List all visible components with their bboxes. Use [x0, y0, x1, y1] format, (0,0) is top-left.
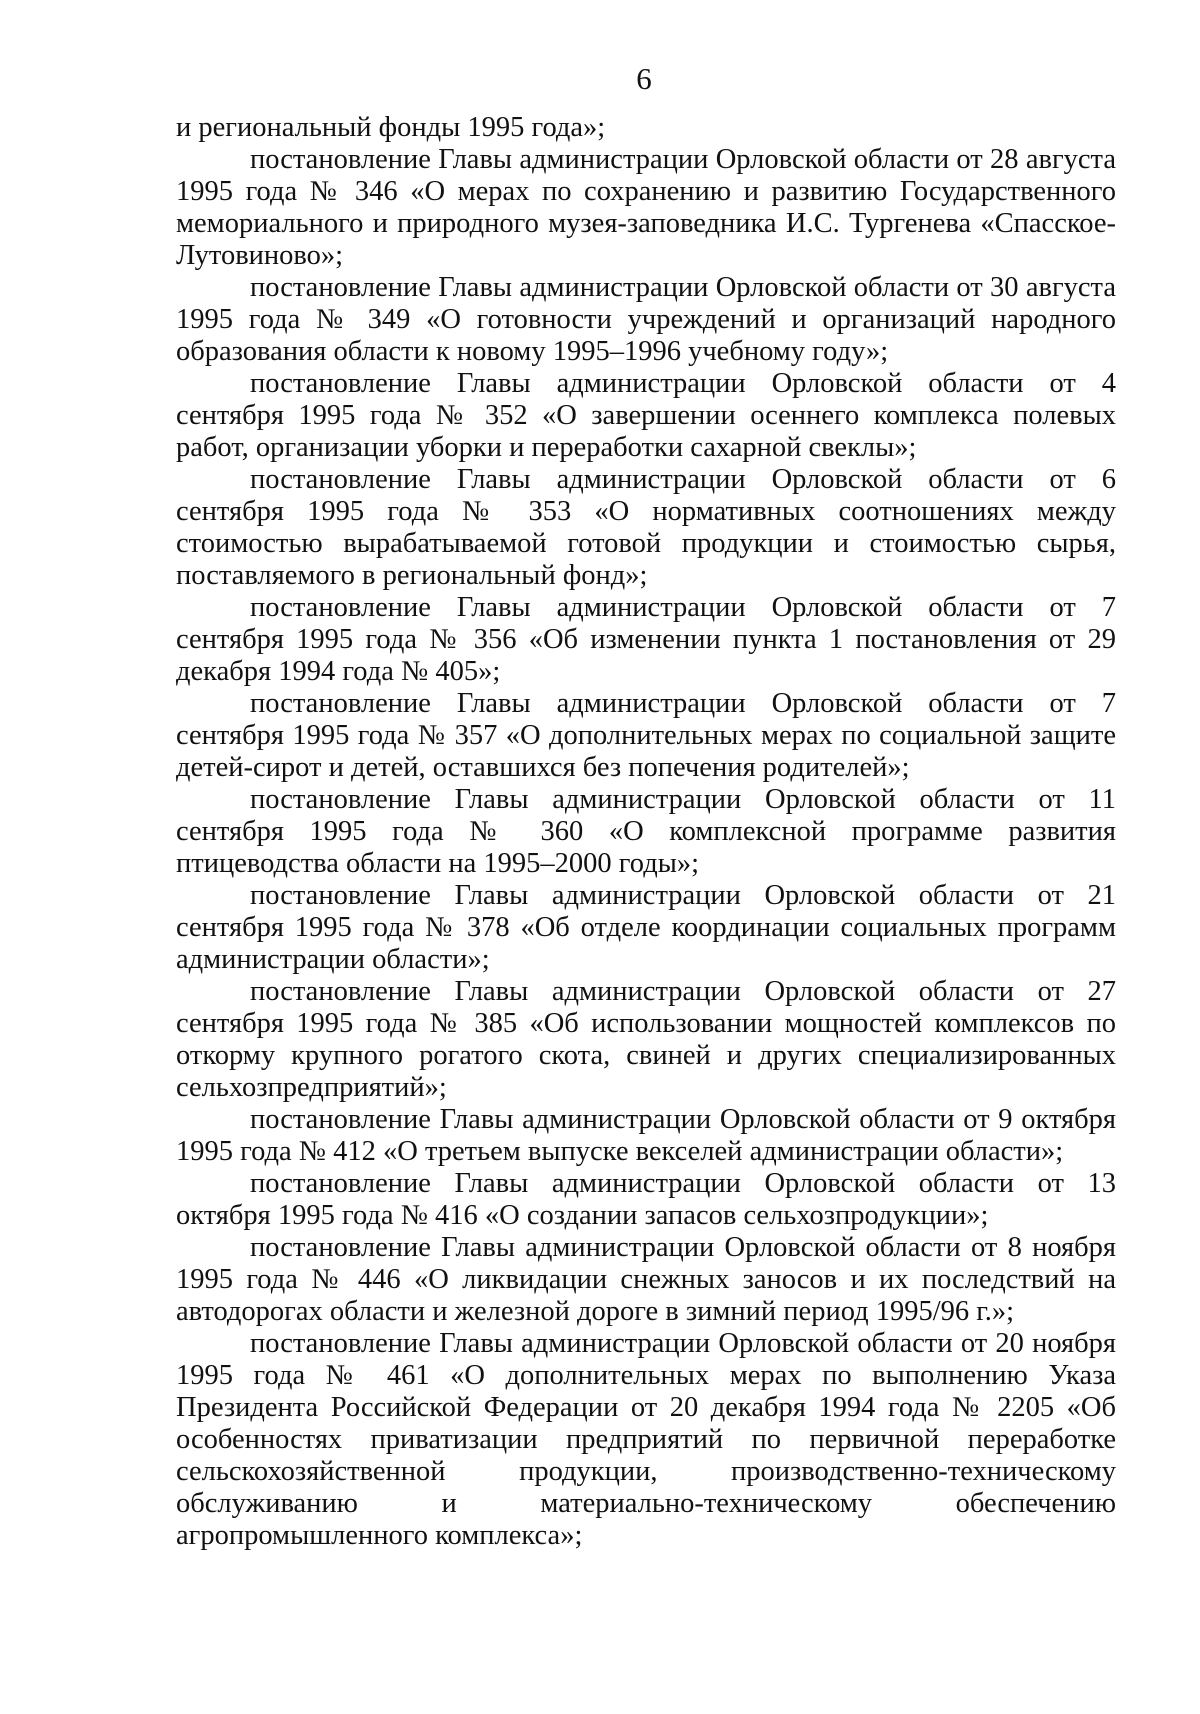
paragraph: постановление Главы администрации Орловской области от 8 ноября 1995 года № 446 «О ликвидации снежных заносов и их последствий на автодорогах области и железной дороге в зимний период 1995/96 г.»; [176, 1232, 1116, 1327]
paragraph: постановление Главы администрации Орловской области от 28 августа 1995 года № 346 «О мерах по сохранению и развитию Государственного мемориального и природного музея-заповедника И.С. Тургенева «Спасское-Лутовиново»; [176, 144, 1116, 271]
paragraph: постановление Главы администрации Орловской области от 13 октября 1995 года № 416 «О создании запасов сельхозпродукции»; [176, 1168, 1116, 1231]
paragraph: постановление Главы администрации Орловской области от 21 сентября 1995 года № 378 «Об отделе координации социальных программ администрации области»; [176, 880, 1116, 975]
paragraph: постановление Главы администрации Орловской области от 30 августа 1995 года № 349 «О готовности учреждений и организаций народного образования области к новому 1995–1996 учебному году»; [176, 272, 1116, 367]
paragraph: постановление Главы администрации Орловской области от 7 сентября 1995 года № 357 «О дополнительных мерах по социальной защите детей-сирот и детей, оставшихся без попечения родителей»; [176, 688, 1116, 783]
paragraph: постановление Главы администрации Орловской области от 7 сентября 1995 года № 356 «Об изменении пункта 1 постановления от 29 декабря 1994 года № 405»; [176, 592, 1116, 687]
document-body [176, 112, 1116, 1552]
paragraph: постановление Главы администрации Орловской области от 9 октября 1995 года № 412 «О третьем выпуске векселей администрации области»; [176, 1104, 1116, 1167]
paragraph: постановление Главы администрации Орловской области от 20 ноября 1995 года № 461 «О дополнительных мерах по выполнению Указа Президента Российской Федерации от 20 декабря 1994 года № 2205 «Об особенностях приватизации предприятий по первичной переработке сельскохозяйственной продукции, производственно-техническому обслуживанию и материально-техническому обеспечению агропромышленного комплекса»; [176, 1328, 1116, 1551]
paragraph: и региональный фонды 1995 года»; [176, 112, 606, 143]
paragraph: постановление Главы администрации Орловской области от 4 сентября 1995 года № 352 «О завершении осеннего комплекса полевых работ, организации уборки и переработки сахарной свеклы»; [176, 368, 1116, 463]
paragraph: постановление Главы администрации Орловской области от 11 сентября 1995 года № 360 «О комплексной программе развития птицеводства области на 1995–2000 годы»; [176, 784, 1116, 879]
paragraph: постановление Главы администрации Орловской области от 27 сентября 1995 года № 385 «Об использовании мощностей комплексов по откорму крупного рогатого скота, свиней и других специализированных сельхозпредприятий»; [176, 976, 1116, 1103]
page-number: 6 [636, 61, 652, 96]
paragraph: постановление Главы администрации Орловской области от 6 сентября 1995 года № 353 «О нормативных соотношениях между стоимостью вырабатываемой готовой продукции и стоимостью сырья, поставляемого в региональный фонд»; [176, 464, 1116, 591]
